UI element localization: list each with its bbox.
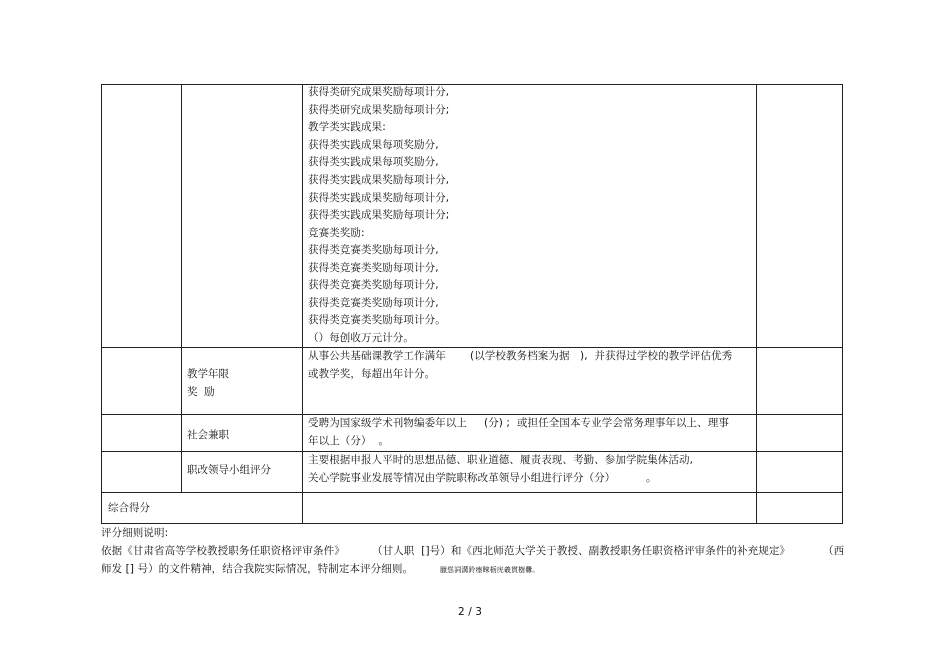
row3-line2: 年以上（分） 。 <box>308 435 390 447</box>
table-row-divider-4 <box>101 492 843 493</box>
row1-line: 获得类实践成果奖励每项计分, <box>308 174 450 186</box>
row1-line: 教学类实践成果: <box>308 121 386 133</box>
table-row-divider-2 <box>101 414 843 415</box>
table-border-bottom <box>101 523 843 524</box>
notes-tiny-text: 臘慫詞溝鈴瘞睞栃庑羲貫樹釁。 <box>440 566 540 574</box>
row1-line: 获得类实践成果每项奖励分, <box>308 156 439 168</box>
table-col-divider-2 <box>302 84 303 523</box>
row4-label: 职改领导小组评分 <box>187 464 271 476</box>
row3-line1-a: 受聘为国家级学术刊物编委年以上 <box>308 417 467 429</box>
row2-line1-a: 从事公共基础课教学工作满年 <box>308 350 446 362</box>
notes-line2: 师发 [] 号）的文件精神，结合我院实际情况，特制定本评分细则。 <box>101 563 414 575</box>
row2-label-line1: 教学年限 <box>187 368 229 380</box>
row4-line2-a: 关心学院事业发展等情况由学院职称改革领导小组进行评分（分） <box>308 472 616 484</box>
row1-line: （）每创收万元计分。 <box>308 332 414 344</box>
row2-label-line2: 奖 励 <box>187 386 215 398</box>
row2-line1-c: ), 并获得过学校的教学评估优秀 <box>580 350 733 362</box>
row3-line1-b: (分) ; 或担任全国本专业学会常务理事年以上、理事 <box>484 417 729 429</box>
row1-line: 获得类研究成果奖励每项计分; <box>308 104 450 116</box>
table-border-left <box>101 84 102 523</box>
page-number: 2 / 3 <box>458 606 483 618</box>
table-border-right <box>842 84 843 523</box>
table-border-top <box>101 84 843 85</box>
row1-line: 获得类竞赛类奖励每项计分。 <box>308 314 446 326</box>
row1-line: 竞赛类奖励: <box>308 227 365 239</box>
notes-line1-a: 依据《甘肃省高等学校教授职务任职资格评审条件》 <box>101 545 345 557</box>
row2-line2: 或教学奖，每超出年计分。 <box>308 368 436 380</box>
row1-line: 获得类实践成果奖励每项计分, <box>308 192 450 204</box>
row1-line: 获得类竞赛类奖励每项计分, <box>308 279 439 291</box>
row1-line: 获得类实践成果奖励每项计分; <box>308 209 450 221</box>
table-col-divider-1 <box>181 84 182 492</box>
notes-heading: 评分细则说明: <box>101 527 169 539</box>
row3-label: 社会兼职 <box>187 429 229 441</box>
row4-line1: 主要根据申报人平时的思想品德、职业道德、履责表现、考勤、参加学院集体活动, <box>308 454 694 466</box>
row5-label: 综合得分 <box>108 502 150 514</box>
row1-line: 获得类竞赛类奖励每项计分, <box>308 297 439 309</box>
notes-line1-c: （西 <box>823 545 845 557</box>
row1-line: 获得类实践成果每项奖励分, <box>308 139 439 151</box>
row2-line1-b: (以学校教务档案为据 <box>470 350 570 362</box>
row1-line: 获得类竞赛类奖励每项计分, <box>308 262 439 274</box>
row1-line: 获得类研究成果奖励每项计分, <box>308 86 450 98</box>
notes-line1-b: （甘人职 []号）和《西北师范大学关于教授、副教授职务任职资格评审条件的补充规定》 <box>372 545 791 557</box>
row1-line: 获得类竞赛类奖励每项计分, <box>308 244 439 256</box>
table-col-divider-3 <box>756 84 757 523</box>
row4-line2-b: 。 <box>646 472 657 484</box>
